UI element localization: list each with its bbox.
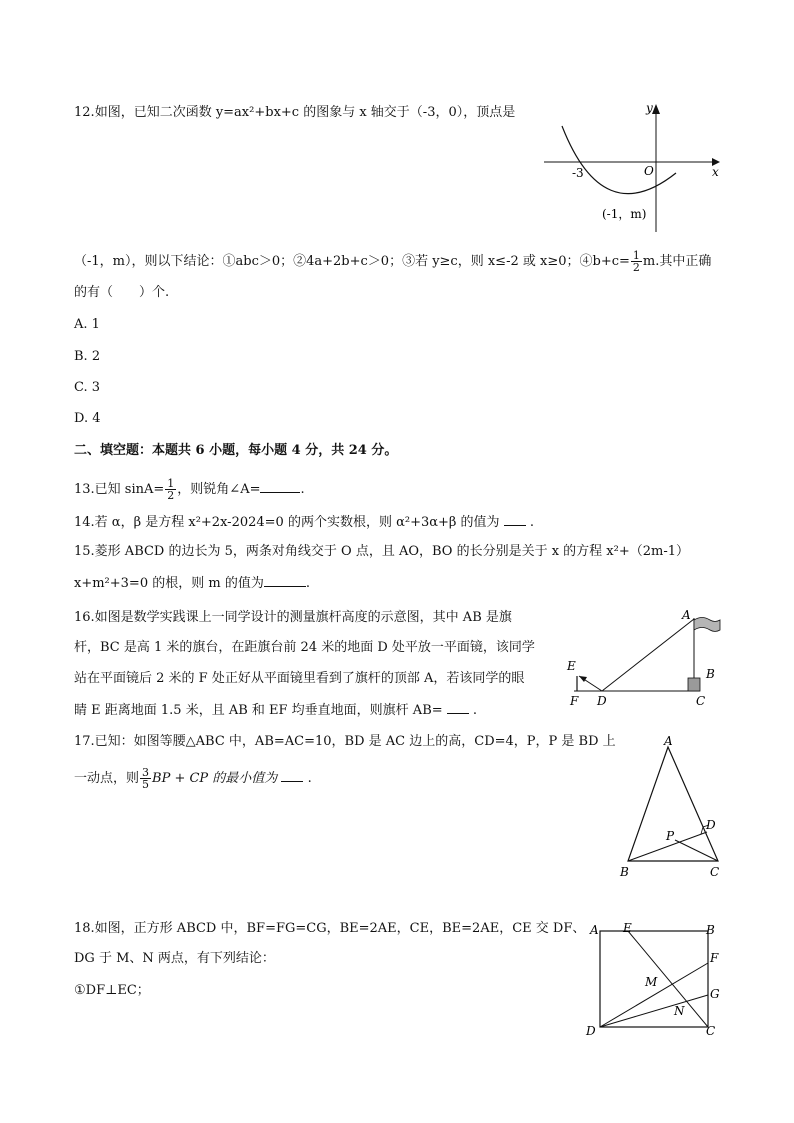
q16-label-d: D <box>597 694 607 708</box>
q18-line1: 18.如图，正方形 ABCD 中，BF=FG=CG，BE=2AE，CE，BE=2AE，CE 交 DF、 <box>74 921 586 936</box>
q18-square-figure <box>585 918 725 1043</box>
q12-fraction: $\frac{1}{2}$ <box>632 249 640 274</box>
q18-line2: DG 于 M、N 两点，有下列结论： <box>74 951 275 966</box>
q17-label-d: D <box>706 818 716 832</box>
q17-label-b: B <box>620 865 629 879</box>
q17-label-c: C <box>710 865 720 879</box>
q12-vertex-label: (-1，m) <box>602 207 647 221</box>
q12-origin-label: O <box>644 164 654 178</box>
section2-heading: 二、填空题：本题共 6 小题，每小题 4 分，共 24 分。 <box>74 443 398 458</box>
q18-label-b: B <box>706 923 715 937</box>
q12-line3: 的有（ ）个. <box>74 285 170 300</box>
q12-option-d: D. 4 <box>74 411 101 426</box>
q12-x-label: x <box>712 165 719 179</box>
q13-fraction: $\frac{1}{2}$ <box>167 477 175 502</box>
q17-label-p: P <box>666 829 675 843</box>
q14-answer-blank <box>504 513 526 526</box>
q18-label-c: C <box>706 1024 716 1038</box>
q16-label-a: A <box>682 608 691 622</box>
q16-line4: 睛 E 距离地面 1.5 米，且 AB 和 EF 均垂直地面，则旗杆 AB= . <box>74 703 478 718</box>
q17-label-a: A <box>664 734 673 748</box>
q16-line1: 16.如图是数学实践课上一同学设计的测量旗杆高度的示意图，其中 AB 是旗 <box>74 610 512 625</box>
q13: 13.已知 sinA= $\frac{1}{2}$ ，则锐角∠A= . <box>74 477 305 502</box>
q18-label-e: E <box>623 921 632 935</box>
q17-line1: 17.已知：如图等腰△ABC 中，AB=AC=10，BD 是 AC 边上的高，CD=4，P，P 是 BD 上 <box>74 734 616 749</box>
q14: 14.若 α，β 是方程 x²+2x-2024=0 的两个实数根，则 α²+3α+β 的值为 . <box>74 515 534 530</box>
q17-triangle-figure <box>612 733 732 883</box>
q17-fraction: $\frac{3}{5}$ <box>142 766 150 791</box>
q16-line2: 杆，BC 是高 1 米的旗台，在距旗台前 24 米的地面 D 处平放一平面镜，该同学 <box>74 640 535 655</box>
q18-label-f: F <box>710 951 719 965</box>
q16-line3: 站在平面镜后 2 米的 F 处正好从平面镜里看到了旗杆的顶部 A，若该同学的眼 <box>74 671 525 686</box>
q12-option-a: A. 1 <box>74 317 100 332</box>
q18-label-a: A <box>590 923 599 937</box>
q15-line2: x+m²+3=0 的根，则 m 的值为 . <box>74 576 310 591</box>
q12-option-b: B. 2 <box>74 349 101 364</box>
q18-label-m: M <box>645 975 658 989</box>
q15-answer-blank <box>264 574 306 587</box>
q12-minus3-label: -3 <box>572 166 584 180</box>
q18-label-n: N <box>674 1004 685 1018</box>
q16-label-f: F <box>570 694 579 708</box>
q18-label-g: G <box>710 987 720 1001</box>
q17-line2: 一动点，则 $\frac{3}{5}$ BP + CP 的最小值为 . <box>74 766 312 791</box>
q13-answer-blank <box>260 480 300 493</box>
q18-label-d: D <box>586 1024 596 1038</box>
q16-flagpole-figure <box>560 606 740 716</box>
q16-label-e: E <box>567 659 576 673</box>
q15-line1: 15.菱形 ABCD 的边长为 5，两条对角线交于 O 点，且 AO，BO 的长分别是关于 x 的方程 x²+（2m-1） <box>74 544 690 559</box>
q16-label-c: C <box>696 694 706 708</box>
q18-line3: ①DF⊥EC； <box>74 983 150 998</box>
q12-line1: 12.如图，已知二次函数 y=ax²+bx+c 的图象与 x 轴交于（-3，0），顶点是 <box>74 105 516 120</box>
q17-answer-blank <box>281 769 303 782</box>
q12-option-c: C. 3 <box>74 380 101 395</box>
q16-answer-blank <box>447 701 469 714</box>
q12-parabola-figure <box>540 98 730 238</box>
q12-y-label: y <box>646 101 653 115</box>
q12-line2: （-1，m），则以下结论：①abc＞0；②4a+2b+c＞0；③若 y≥c，则 x≤-2 或 x≥0；④b+c= $\frac{1}{2}$ m.其中正确 <box>74 249 712 274</box>
q16-label-b: B <box>706 667 715 681</box>
